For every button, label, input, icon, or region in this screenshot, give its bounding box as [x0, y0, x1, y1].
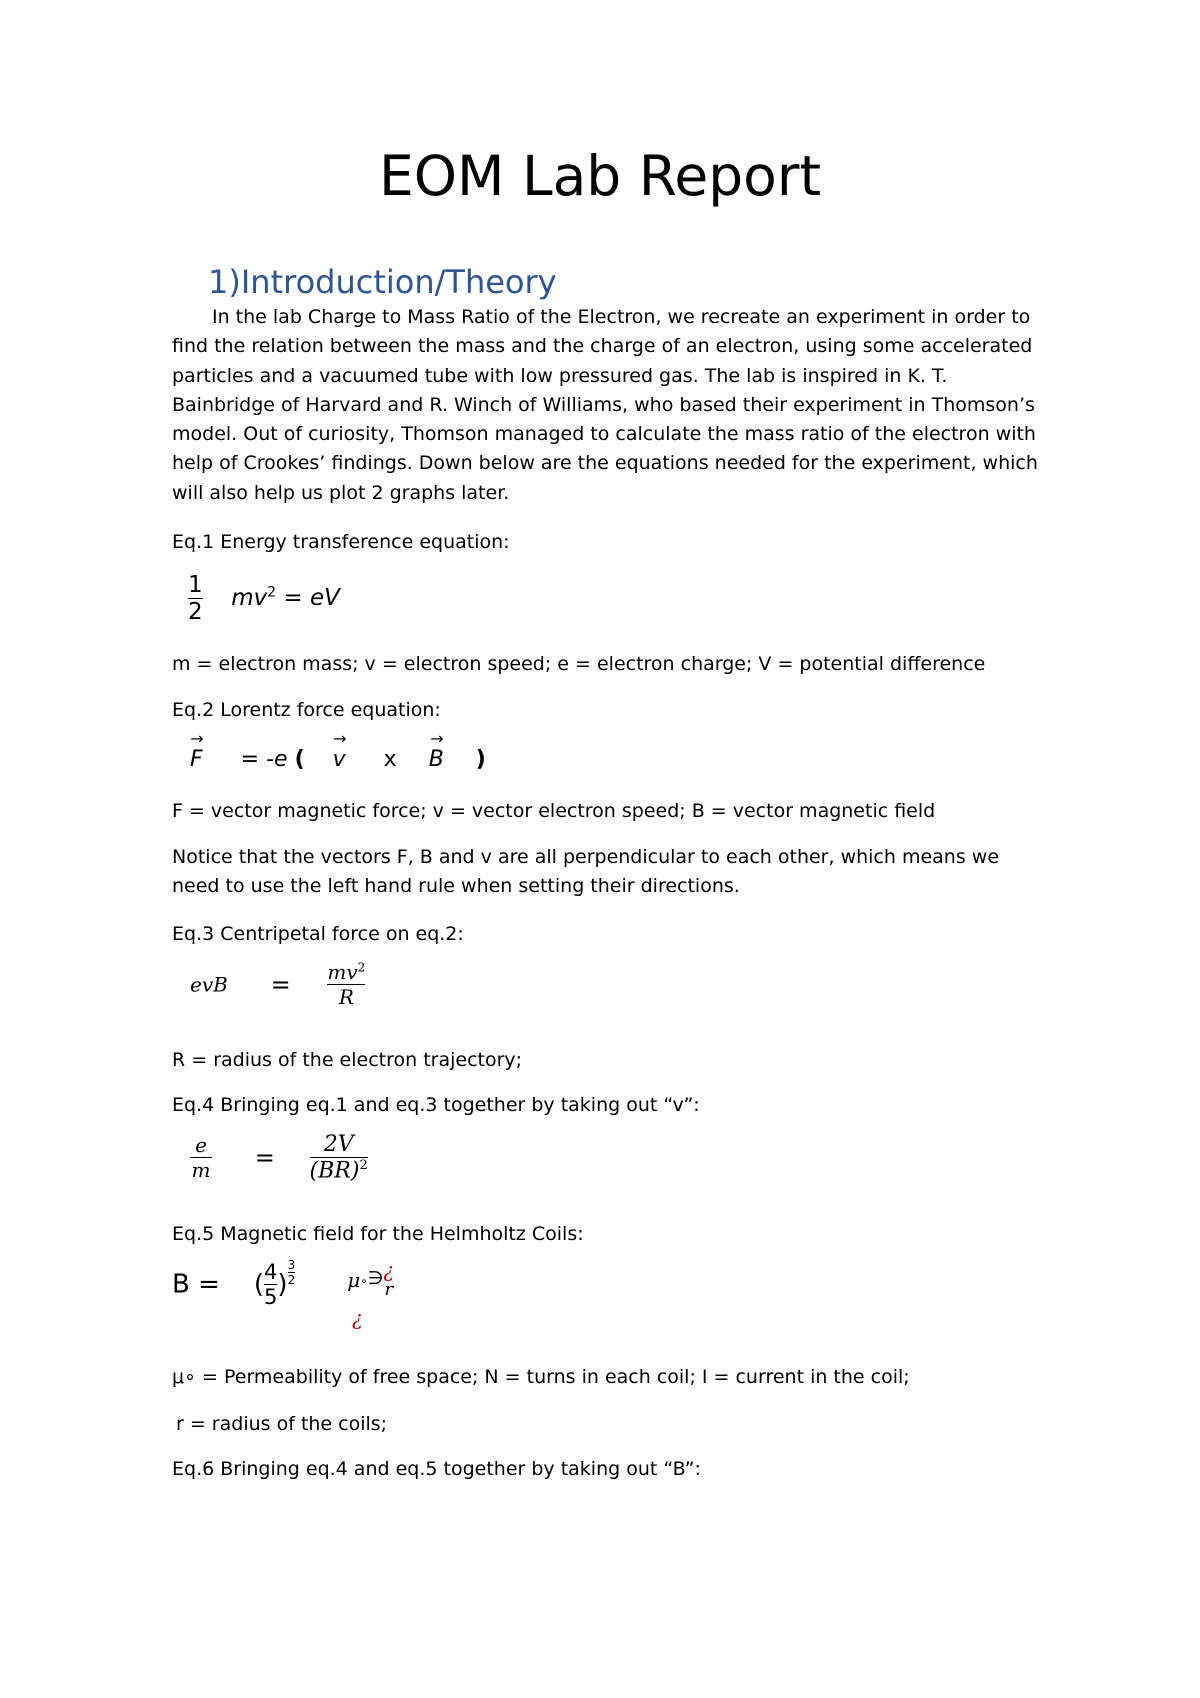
eq5-exists-symbol: ∋	[367, 1268, 384, 1289]
eq2-B-arrow-icon: →	[430, 729, 444, 748]
eq3-label: Eq.3 Centripetal force on eq.2:	[172, 923, 464, 945]
eq5-i-over-r	[383, 1260, 394, 1300]
eq2-F-arrow-icon: →	[190, 729, 204, 748]
eq4-BR: (BR)	[309, 1158, 360, 1184]
eq1-fraction	[188, 572, 203, 625]
eq5-frac-num: 4	[264, 1260, 278, 1284]
intro-text: In the lab Charge to Mass Ratio of the Electron, we recreate an experiment in order to find the relation between the mass and the charge of an electron, using some accelerated particles and a vacuumed tube with low pressured gas. The lab is inspired in K. T. Bainbridge of Harvard and R. Winch of Williams, who based their experiment in Thomson’s model. Out of curiosity, Thomson managed to calculate the mass ratio of the electron with help of Crookes’ findings. Down below are the equations needed for the experiment, which will also help us plot 2 graphs later.	[172, 306, 1038, 504]
eq5-exponent	[288, 1258, 296, 1287]
eq5-legend-1	[172, 1363, 910, 1391]
eq4-rhs-num: 2V	[323, 1132, 354, 1157]
section-heading: 1)Introduction/Theory	[208, 263, 557, 301]
eq4-rhs-den	[310, 1158, 368, 1183]
eq3-equals: =	[270, 970, 291, 999]
eq2-v-arrow-icon: →	[333, 729, 347, 748]
eq2-open-paren: (	[294, 747, 305, 772]
eq3-frac-den: R	[338, 985, 354, 1009]
eq2-field-vector	[428, 729, 444, 775]
eq5-r: r	[384, 1279, 394, 1300]
eq3-legend: R = radius of the electron trajectory;	[172, 1049, 523, 1071]
eq2-F: F	[190, 747, 203, 772]
eq5-exp-num: 3	[287, 1258, 296, 1272]
eq5-legend-1-text: μ∘ = Permeability of free space; N = turns in each coil; I = current in the coil;	[172, 1366, 910, 1388]
eq2-v: v	[332, 747, 346, 772]
intro-paragraph	[172, 303, 1042, 508]
notice-paragraph: Notice that the vectors F, B and v are all perpendicular to each other, which means we need to use the left hand rule when setting their directions.	[172, 846, 1000, 897]
eq2-minus-e: = -e	[240, 747, 288, 772]
eq1-mv: mv	[231, 585, 268, 611]
eq5-open-paren: (	[253, 1269, 265, 1300]
eq2-cross: x	[383, 747, 397, 772]
eq5-legend-2: r = radius of the coils;	[176, 1413, 388, 1435]
eq2-close-paren: )	[475, 747, 486, 772]
eq4-lhs-fraction	[190, 1133, 212, 1182]
eq1-legend: m = electron mass; v = electron speed; e = electron charge; V = potential difference	[172, 653, 986, 675]
eq5-close-paren: )	[277, 1269, 288, 1300]
eq4-rhs-fraction	[310, 1132, 368, 1183]
eq5-label: Eq.5 Magnetic field for the Helmholtz Coils:	[172, 1223, 584, 1245]
eq5-lhs: B =	[172, 1269, 220, 1300]
eq5-mu-subscript-dot: ∘	[360, 1274, 368, 1288]
eq2-formula	[190, 729, 486, 775]
eq1-label: Eq.1 Energy transference equation:	[172, 531, 510, 553]
eq4-formula	[190, 1132, 368, 1183]
eq1-rhs: = eV	[276, 585, 340, 611]
document-title: EOM Lab Report	[378, 144, 822, 208]
eq1-formula	[188, 572, 340, 625]
eq4-equals: =	[254, 1143, 275, 1172]
eq5-exp-den: 2	[287, 1273, 296, 1287]
eq5-red-i-bottom: ¿	[352, 1306, 363, 1330]
eq3-frac-num	[327, 960, 365, 984]
eq3-fraction	[327, 960, 365, 1009]
eq5-formula	[172, 1260, 394, 1309]
eq2-velocity-vector	[332, 729, 347, 775]
eq1-frac-den: 2	[188, 599, 203, 625]
eq5-red-i-top: ¿	[383, 1258, 395, 1282]
eq3-square: 2	[357, 960, 366, 975]
eq5-mu: μ	[347, 1268, 361, 1292]
eq5-fraction	[264, 1260, 277, 1309]
eq1-square: 2	[267, 584, 277, 601]
eq2-force-vector	[190, 729, 204, 775]
eq4-lhs-num: e	[195, 1133, 207, 1158]
eq5-frac-den: 5	[264, 1285, 278, 1309]
eq3-lhs: evB	[190, 972, 228, 997]
eq1-frac-num: 1	[188, 572, 203, 598]
eq6-label: Eq.6 Bringing eq.4 and eq.5 together by taking out “B”:	[172, 1458, 701, 1480]
eq2-legend: F = vector magnetic force; v = vector electron speed; B = vector magnetic field	[172, 800, 936, 822]
eq2-B: B	[428, 747, 444, 772]
eq4-label: Eq.4 Bringing eq.1 and eq.3 together by taking out “v”:	[172, 1094, 700, 1116]
eq3-formula	[190, 960, 365, 1009]
eq4-square: 2	[359, 1158, 368, 1173]
eq2-label: Eq.2 Lorentz force equation:	[172, 699, 441, 721]
eq3-mv: mv	[327, 960, 358, 984]
eq4-lhs-den: m	[191, 1158, 211, 1183]
